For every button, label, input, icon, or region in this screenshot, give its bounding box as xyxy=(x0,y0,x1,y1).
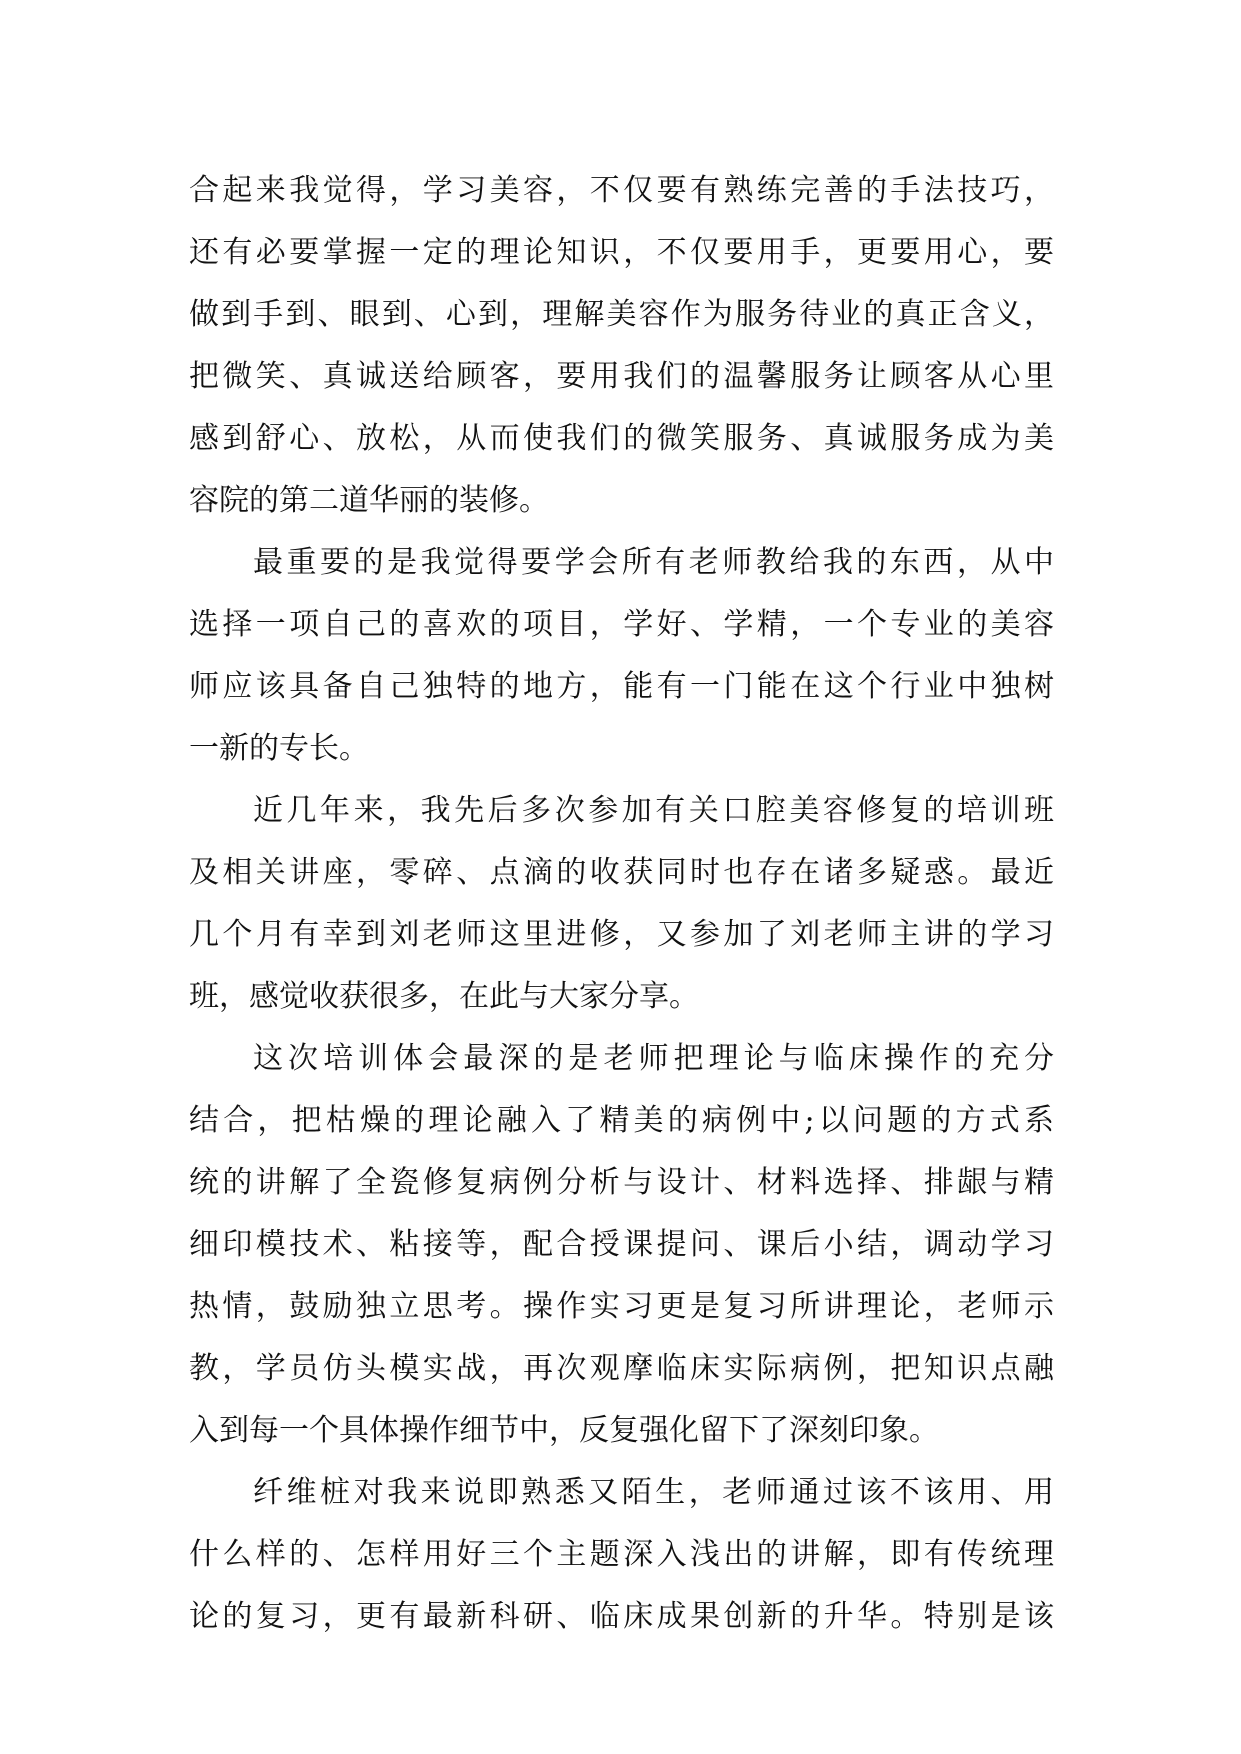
paragraph-first-line: 纤维桩对我来说即熟悉又陌生，老师通过该不该用、用 xyxy=(253,1475,1054,1510)
text-line: 细印模技术、粘接等，配合授课提问、课后小结，调动学习 xyxy=(189,1227,1054,1262)
text-line: 合起来我觉得，学习美容，不仅要有熟练完善的手法技巧， xyxy=(189,173,1054,208)
text-line: 热情，鼓励独立思考。操作实习更是复习所讲理论，老师示 xyxy=(189,1289,1054,1324)
text-line: 把微笑、真诚送给顾客，要用我们的温馨服务让顾客从心里 xyxy=(189,359,1054,394)
text-line: 什么样的、怎样用好三个主题深入浅出的讲解，即有传统理 xyxy=(189,1537,1054,1572)
text-line: 感到舒心、放松，从而使我们的微笑服务、真诚服务成为美 xyxy=(189,421,1054,456)
text-line: 教，学员仿头模实战，再次观摩临床实际病例，把知识点融 xyxy=(189,1351,1054,1386)
paragraph-first-line: 最重要的是我觉得要学会所有老师教给我的东西，从中 xyxy=(253,545,1054,580)
text-line: 师应该具备自己独特的地方，能有一门能在这个行业中独树 xyxy=(189,669,1054,704)
paragraph-first-line: 近几年来，我先后多次参加有关口腔美容修复的培训班 xyxy=(253,793,1054,828)
text-line: 容院的第二道华丽的装修。 xyxy=(189,483,549,518)
text-line: 入到每一个具体操作细节中，反复强化留下了深刻印象。 xyxy=(189,1413,939,1448)
text-line: 及相关讲座，零碎、点滴的收获同时也存在诸多疑惑。最近 xyxy=(189,855,1054,890)
text-line: 一新的专长。 xyxy=(189,731,369,766)
text-line: 选择一项自己的喜欢的项目，学好、学精，一个专业的美容 xyxy=(189,607,1054,642)
paragraph-first-line: 这次培训体会最深的是老师把理论与临床操作的充分 xyxy=(253,1041,1054,1076)
text-line: 结合，把枯燥的理论融入了精美的病例中;以问题的方式系 xyxy=(189,1103,1054,1138)
text-line: 班，感觉收获很多，在此与大家分享。 xyxy=(189,979,699,1014)
body-text xyxy=(189,160,1054,1648)
text-line: 几个月有幸到刘老师这里进修，又参加了刘老师主讲的学习 xyxy=(189,917,1054,952)
text-line: 论的复习，更有最新科研、临床成果创新的升华。特别是该 xyxy=(189,1599,1054,1634)
text-line: 统的讲解了全瓷修复病例分析与设计、材料选择、排龈与精 xyxy=(189,1165,1054,1200)
text-line: 做到手到、眼到、心到，理解美容作为服务待业的真正含义， xyxy=(189,297,1054,332)
text-line: 还有必要掌握一定的理论知识，不仅要用手，更要用心，要 xyxy=(189,235,1054,270)
